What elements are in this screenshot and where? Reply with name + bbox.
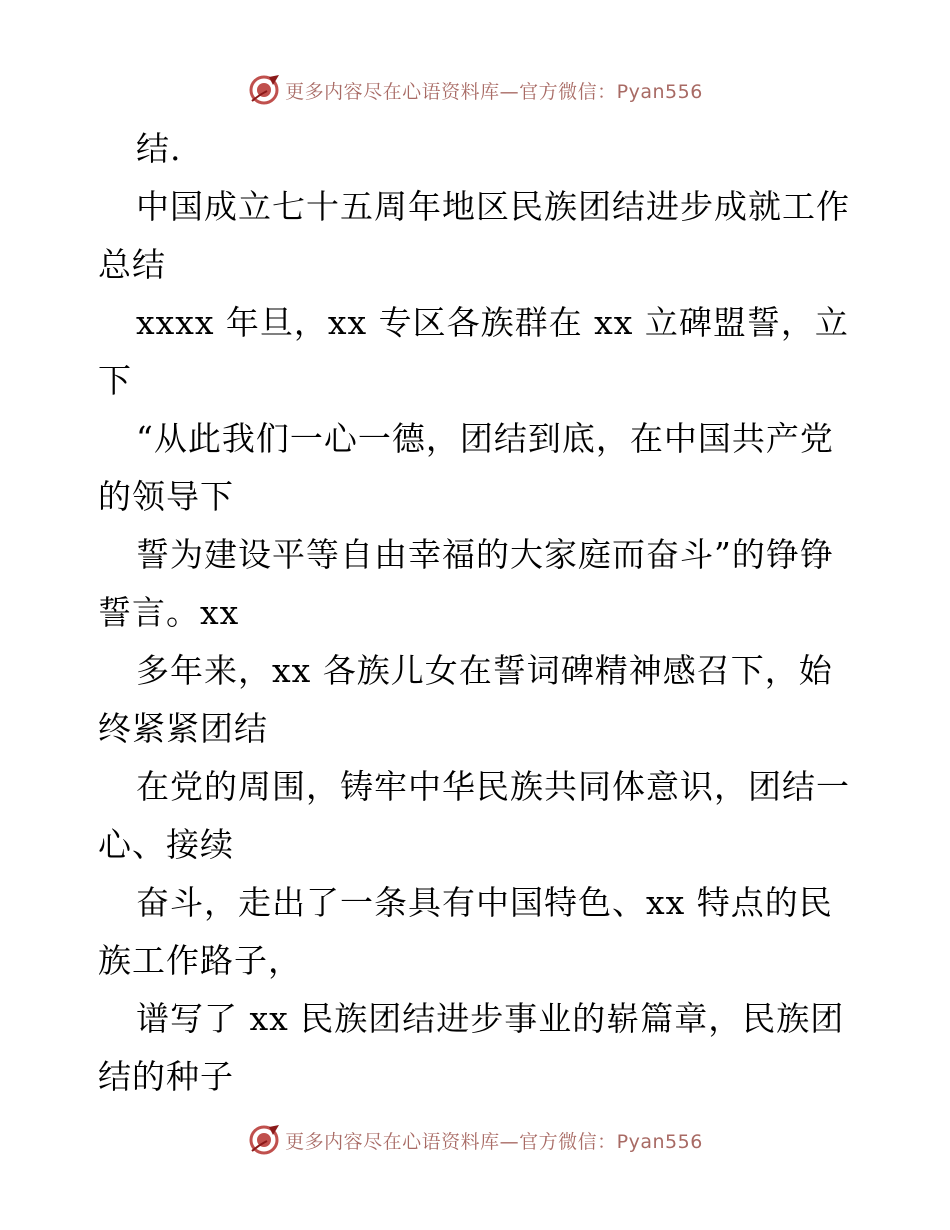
pen-circle-logo-icon [247,1123,281,1157]
text-line: 心、接续 [98,825,234,864]
header-banner-text: 更多内容尽在心语资料库—官方微信：Pyan556 [285,80,703,103]
text-line: 在党的周围，铸牢中华民族共同体意识，团结一 [136,767,850,806]
text-line: 族工作路子， [98,941,302,980]
footer-banner-text: 更多内容尽在心语资料库—官方微信：Pyan556 [285,1130,703,1153]
text-line: 结的种子 [98,1057,234,1096]
text-line: 誓为建设平等自由幸福的大家庭而奋斗”的铮铮 [136,535,834,574]
text-line: 多年来，xx 各族儿女在誓词碑精神感召下，始 [136,651,833,690]
text-line: xxxx 年旦，xx 专区各族群在 xx 立碑盟誓，立 [136,303,849,342]
text-line: 下 [98,361,132,400]
text-line: 终紧紧团结 [98,709,268,748]
footer-banner [0,1120,950,1160]
pen-circle-logo-icon [247,73,281,107]
text-line: 中国成立七十五周年地区民族团结进步成就工作 [136,187,850,226]
text-line: 谱写了 xx 民族团结进步事业的崭篇章，民族团 [136,999,845,1038]
text-line: 奋斗，走出了一条具有中国特色、xx 特点的民 [136,883,833,922]
text-line: 誓言。xx [98,593,240,632]
text-line: 的领导下 [98,477,234,516]
text-line: “从此我们一心一德，团结到底，在中国共产党 [136,419,834,458]
document-body [98,120,858,1106]
header-banner [0,70,950,110]
text-line: 结. [136,129,182,168]
text-line: 总结 [98,245,166,284]
